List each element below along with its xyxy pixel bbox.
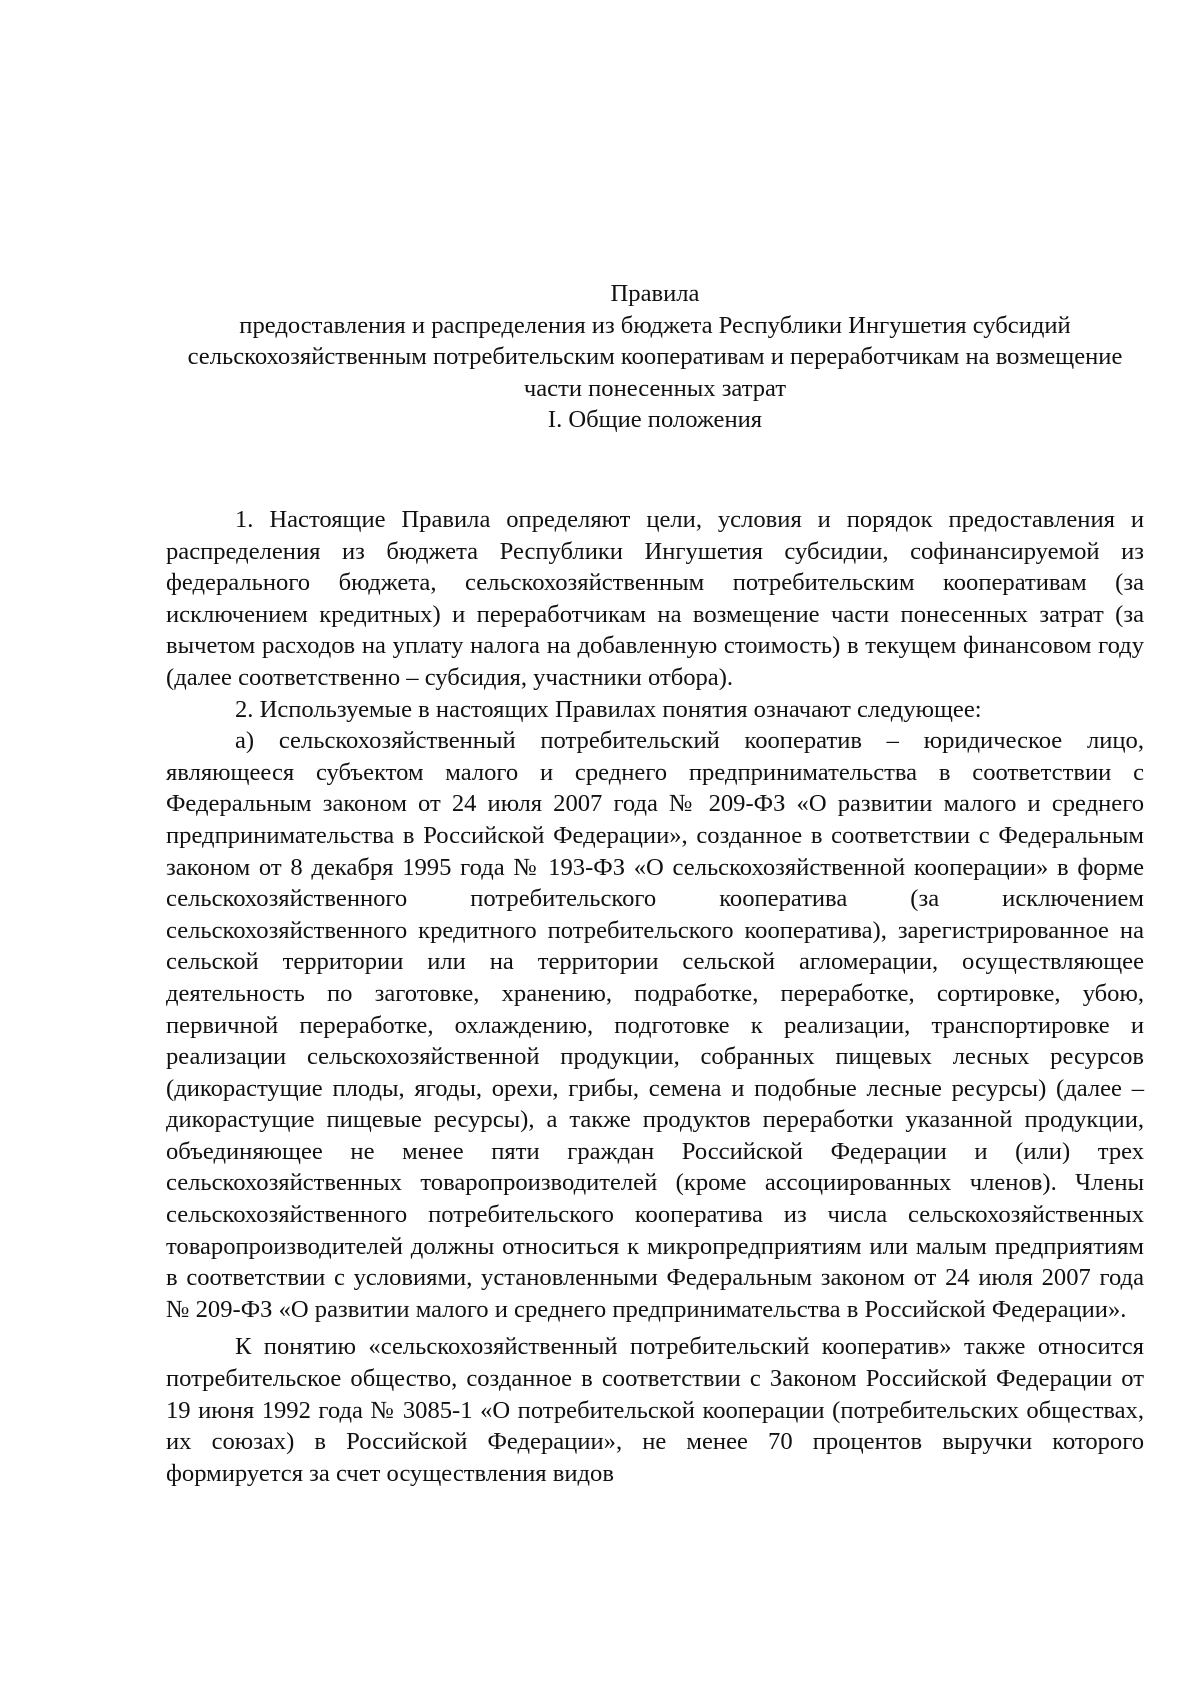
document-body bbox=[166, 504, 1144, 1489]
paragraph-1: 1. Настоящие Правила определяют цели, условия и порядок предоставления и распределения из бюджета Республики Ингушетия субсидии, софинансируемой из федерального бюджета, сельскохозяйственным потребительским кооперативам (за исключением кредитных) и переработчикам на возмещение части понесенных затрат (за вычетом расходов на уплату налога на добавленную стоимость) в текущем финансовом году (далее соответственно – субсидия, участники отбора). bbox=[166, 506, 1144, 691]
document-header bbox=[166, 278, 1144, 436]
document-subtitle: предоставления и распределения из бюджета Республики Ингушетия субсидий сельскохозяйственным потребительским кооперативам и переработчикам на возмещение части понесенных затрат bbox=[187, 311, 1123, 402]
paragraph-2: 2. Используемые в настоящих Правилах понятия означают следующее: bbox=[235, 695, 982, 723]
paragraph-2a: а) сельскохозяйственный потребительский кооператив – юридическое лицо, являющееся субъектом малого и среднего предпринимательства в соответствии с Федеральным законом от 24 июля 2007 года № 209-ФЗ «О развитии малого и среднего предпринимательства в Российской Федерации», созданное в соответствии с Федеральным законом от 8 декабря 1995 года № 193-ФЗ «О сельскохозяйственной кооперации» в форме сельскохозяйственного потребительского кооператива (за исключением сельскохозяйственного кредитного потребительского кооператива), зарегистрированное на сельской территории или на территории сельской агломерации, осуществляющее деятельность по заготовке, хранению, подработке, переработке, сортировке, убою, первичной переработке, охлаждению, подготовке к реализации, транспортировке и реализации сельскохозяйственной продукции, собранных пищевых лесных ресурсов (дикорастущие плоды, ягоды, орехи, грибы, семена и подобные лесные ресурсы) (далее – дикорастущие пищевые ресурсы), а также продуктов переработки указанной продукции, объединяющее не менее пяти граждан Российской Федерации и (или) трех сельскохозяйственных товаропроизводителей (кроме ассоциированных членов). Члены сельскохозяйственного потребительского кооператива из числа сельскохозяйственных товаропроизводителей должны относиться к микропредприятиям или малым предприятиям в соответствии с условиями, установленными Федеральным законом от 24 июля 2007 года № 209-ФЗ «О развитии малого и среднего предпринимательства в Российской Федерации». bbox=[166, 727, 1144, 1323]
section-heading: I. Общие положения bbox=[547, 406, 763, 434]
document-title: Правила bbox=[610, 280, 700, 307]
paragraph-2a-continued: К понятию «сельскохозяйственный потребительский кооператив» также относится потребительское общество, созданное в соответствии с Законом Российской Федерации от 19 июня 1992 года № 3085-1 «О потребительской кооперации (потребительских обществах, их союзах) в Российской Федерации», не менее 70 процентов выручки которого формируется за счет осуществления видов bbox=[166, 1333, 1144, 1487]
